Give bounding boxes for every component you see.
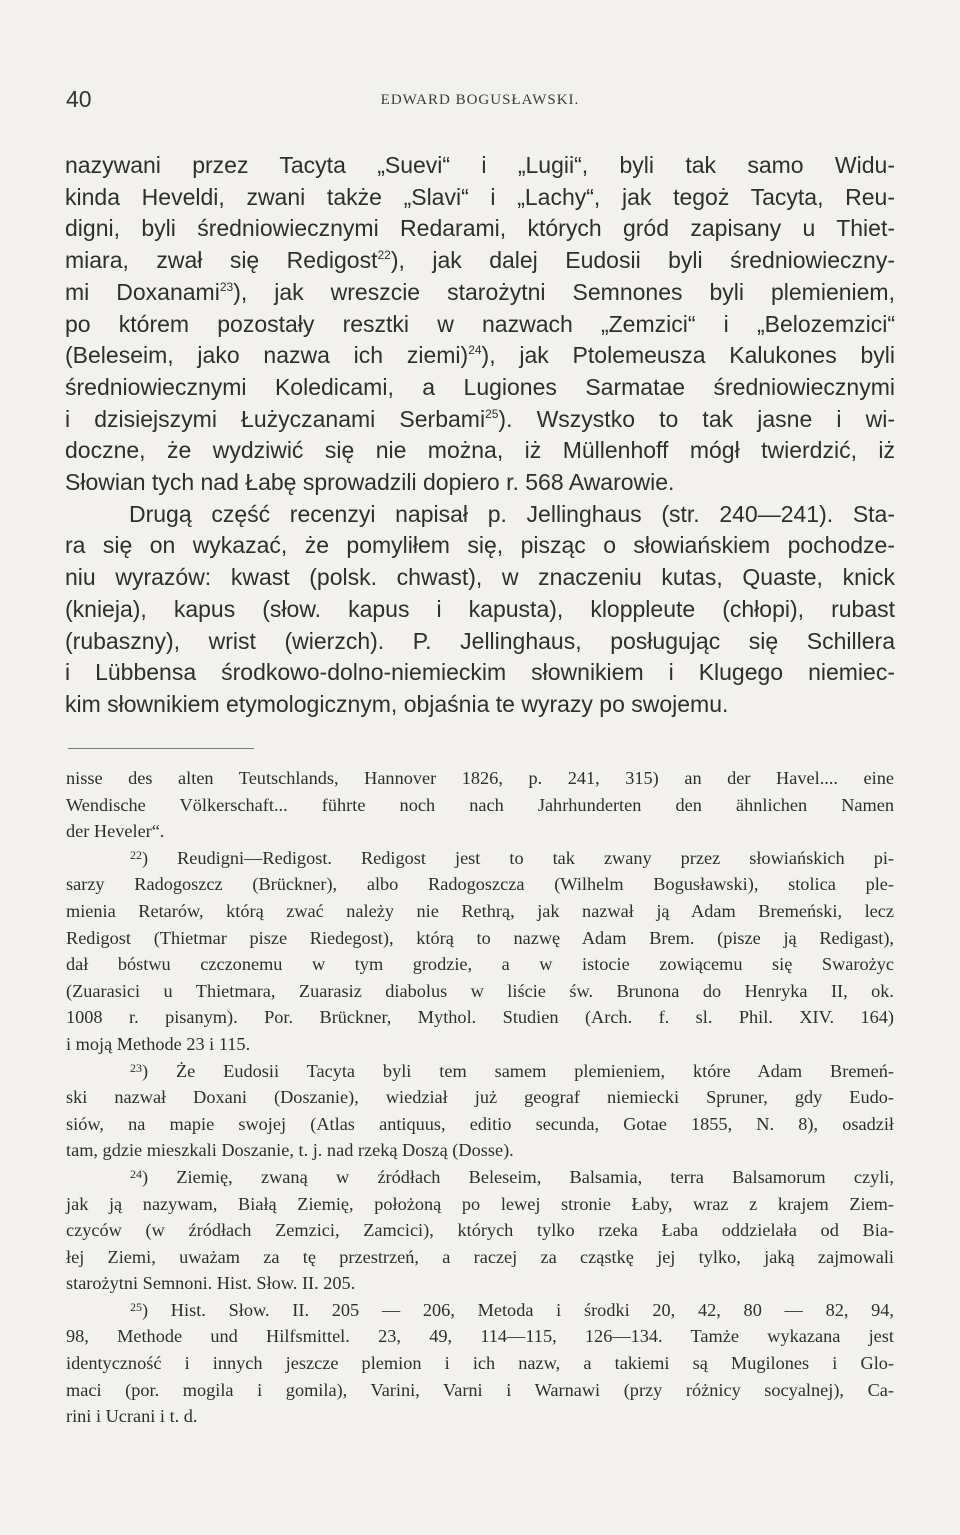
footnote-text: ) Ziemię, zwaną w źródłach Beleseim, Balsamia, terra Balsamorum czyli,	[142, 1166, 894, 1187]
text-segment: po którem pozostały resztki w nazwach „Zemzici“ i „Belozemzici“	[65, 310, 895, 337]
text-line	[65, 467, 895, 499]
footnote-line	[66, 1137, 894, 1164]
footnote-line	[66, 1031, 894, 1058]
text-line	[65, 657, 895, 689]
footnote-line	[66, 1244, 894, 1271]
footnote-line	[66, 1111, 894, 1138]
text-line	[65, 689, 895, 721]
footnote-reference: 22	[377, 248, 391, 263]
footnote-text: nisse des alten Teutschlands, Hannover 1826, p. 241, 315) an der Havel.... eine	[66, 768, 894, 788]
footnote-number: 22	[130, 847, 142, 862]
footnote-text: dał bóstwu czczonemu w tym grodzie, a w istocie zowiącemu się Swarożyc	[66, 954, 894, 975]
text-segment: ), jak dalej Eudosii byli średniowieczny-	[390, 247, 895, 274]
footnote-text: tam, gdzie mieszkali Doszanie, t. j. nad rzeką Doszą (Dosse).	[66, 1140, 514, 1161]
text-line	[65, 277, 895, 309]
text-segment: (Beleseim, jako nazwa ich ziemi)	[65, 342, 469, 369]
text-line	[65, 340, 895, 372]
text-segment: nazywani przez Tacyta „Suevi“ i „Lugii“, byli tak samo Widu-	[65, 152, 895, 178]
footnote-line	[66, 1270, 894, 1297]
footnote-text: łej Ziemi, uważam za tę przestrzeń, a raczej za cząstkę jej tylko, jaką zajmowali	[66, 1246, 894, 1267]
text-segment: ra się on wykazać, że pomyliłem się, pisząc o słowiańskiem pochodze-	[65, 532, 895, 559]
footnote-text: Wendische Völkerschaft... führte noch nach Jahrhunderten den ähnlichen Namen	[66, 794, 894, 815]
footnote-text: sarzy Radogoszcz (Brückner), albo Radogoszcza (Wilhelm Bogusławski), stolica ple-	[66, 874, 894, 895]
text-line	[65, 562, 895, 594]
footnote-text: rini i Ucrani i t. d.	[66, 1406, 198, 1427]
footnote-line	[66, 898, 894, 925]
footnote-text: i moją Methode 23 i 115.	[66, 1033, 251, 1054]
footnote-reference: 24	[468, 343, 482, 358]
footnote-line	[66, 1350, 894, 1377]
footnote-text: der Heveler“.	[66, 821, 165, 842]
footnote-line	[66, 818, 894, 845]
footnote-number: 24	[130, 1166, 142, 1181]
text-line	[65, 213, 895, 245]
running-head: EDWARD BOGUSŁAWSKI.	[380, 92, 580, 108]
footnote-text: 98, Methode und Hilfsmittel. 23, 49, 114—115, 126—134. Tamże wykazana jest	[66, 1326, 894, 1347]
footnote-line	[66, 871, 894, 898]
footnote-line	[66, 1191, 894, 1218]
text-segment: i dzisiejszymi Łużyczanami Serbami	[65, 405, 486, 432]
text-segment: niu wyrazów: kwast (polsk. chwast), w znaczeniu kutas, Quaste, knick	[65, 564, 895, 591]
footnote-text: Redigost (Thietmar pisze Riedegost), którą to nazwę Adam Brem. (pisze ją Redigast),	[66, 927, 894, 948]
page-number: 40	[66, 86, 92, 112]
text-segment: kinda Heveldi, zwani także „Slavi“ i „Lachy“, jak tegoż Tacyta, Reu-	[65, 183, 895, 210]
footnote-line	[66, 1164, 894, 1191]
footnote-text: identyczność i innych jeszcze plemion i ich nazw, a takiemi są Mugilones i Glo-	[66, 1353, 894, 1374]
footnote-text: maci (por. mogila i gomila), Varini, Varni i Warnawi (przy różnicy socyalnej), Ca-	[66, 1379, 894, 1400]
footnote-line	[66, 1297, 894, 1324]
text-segment: miara, zwał się Redigost	[65, 247, 378, 274]
text-line	[65, 309, 895, 341]
footnote-reference: 23	[219, 279, 234, 294]
footnote-line	[66, 925, 894, 952]
footnote-number: 23	[130, 1060, 142, 1075]
page-header	[66, 86, 894, 118]
text-segment: doczne, że wydziwić się nie można, iż Müllenhoff mógł twierdzić, iż	[65, 437, 895, 464]
text-segment: średniowiecznymi Koledicami, a Lugiones Sarmatae średniowiecznymi	[65, 373, 895, 400]
text-segment: (knieja), kapus (słow. kapus i kapusta), kloppleute (chłopi), rubast	[65, 595, 895, 622]
footnote-line	[66, 1377, 894, 1404]
footnote-text: 1008 r. pisanym). Por. Brückner, Mythol. Studien (Arch. f. sl. Phil. XIV. 164)	[66, 1007, 894, 1028]
footnote-line	[66, 845, 894, 872]
text-segment: i Lübbensa środkowo-dolno-niemieckim słownikiem i Klugego niemiec-	[65, 659, 895, 686]
footnote-line	[66, 1084, 894, 1111]
footnote-text: mienia Retarów, którą zwać należy nie Rethrą, jak nazwał ją Adam Bremeński, lecz	[66, 900, 894, 921]
footnote-text: ski nazwał Doxani (Doszanie), wiedział już geograf niemiecki Spruner, gdy Eudo-	[66, 1087, 894, 1108]
footnote-text: ) Że Eudosii Tacyta byli tem samem plemieniem, które Adam Bremeń-	[142, 1060, 894, 1081]
text-segment: ), jak wreszcie starożytni Semnones byli plemieniem,	[233, 278, 895, 305]
text-line	[65, 499, 895, 531]
footnote-line	[66, 765, 894, 792]
footnote-line	[66, 1403, 894, 1430]
text-line	[65, 626, 895, 658]
text-segment: ). Wszystko to tak jasne i wi-	[498, 405, 895, 432]
text-segment: Słowian tych nad Łabę sprowadzili dopiero r. 568 Awarowie.	[65, 469, 675, 496]
text-segment: ), jak Ptolemeusza Kalukones byli	[481, 342, 895, 369]
text-line	[65, 245, 895, 277]
text-line	[65, 182, 895, 214]
footnote-line	[66, 978, 894, 1005]
footnote-text: jak ją nazywam, Białą Ziemię, położoną po lewej stronie Łaby, wraz z krajem Ziem-	[66, 1193, 894, 1214]
text-line	[65, 530, 895, 562]
footnote-line	[66, 1217, 894, 1244]
footnote-separator	[68, 748, 254, 749]
text-segment: Drugą część recenzyi napisał p. Jellinghaus (str. 240—241). Sta-	[129, 500, 895, 527]
footnote-text: ) Hist. Słow. II. 205 — 206, Metoda i środki 20, 42, 80 — 82, 94,	[142, 1299, 894, 1320]
text-line	[65, 435, 895, 467]
footnote-text: czyców (w źródłach Zemzici, Zamcici), których tylko rzeka Łaba oddzielała od Bia-	[66, 1220, 894, 1241]
footnote-reference: 25	[485, 406, 499, 421]
footnote-line	[66, 792, 894, 819]
footnote-line	[66, 1004, 894, 1031]
text-segment: (rubaszny), wrist (wierzch). P. Jellinghaus, posługując się Schillera	[65, 627, 895, 654]
footnote-text: siów, na mapie swojej (Atlas antiquus, editio secunda, Gotae 1855, N. 8), osadził	[66, 1113, 894, 1134]
text-segment: mi Doxanami	[65, 278, 220, 305]
footnote-text: starożytni Semnoni. Hist. Słow. II. 205.	[66, 1273, 356, 1294]
footnote-number: 25	[130, 1299, 142, 1314]
text-line	[65, 404, 895, 436]
footnote-line	[66, 1323, 894, 1350]
footnotes	[66, 765, 894, 1430]
text-segment: digni, byli średniowiecznymi Redarami, których gród zapisany u Thiet-	[65, 215, 895, 242]
text-line	[65, 150, 895, 182]
footnote-text: (Zuarasici u Thietmara, Zuarasiz diabolus w liście św. Brunona do Henryka II, ok.	[66, 980, 894, 1001]
text-segment: kim słownikiem etymologicznym, objaśnia te wyrazy po swojemu.	[65, 690, 729, 717]
text-line	[65, 372, 895, 404]
footnote-line	[66, 951, 894, 978]
text-line	[65, 594, 895, 626]
main-text	[65, 150, 895, 721]
footnote-line	[66, 1058, 894, 1085]
footnote-text: ) Reudigni—Redigost. Redigost jest to tak zwany przez słowiańskich pi-	[142, 847, 894, 868]
